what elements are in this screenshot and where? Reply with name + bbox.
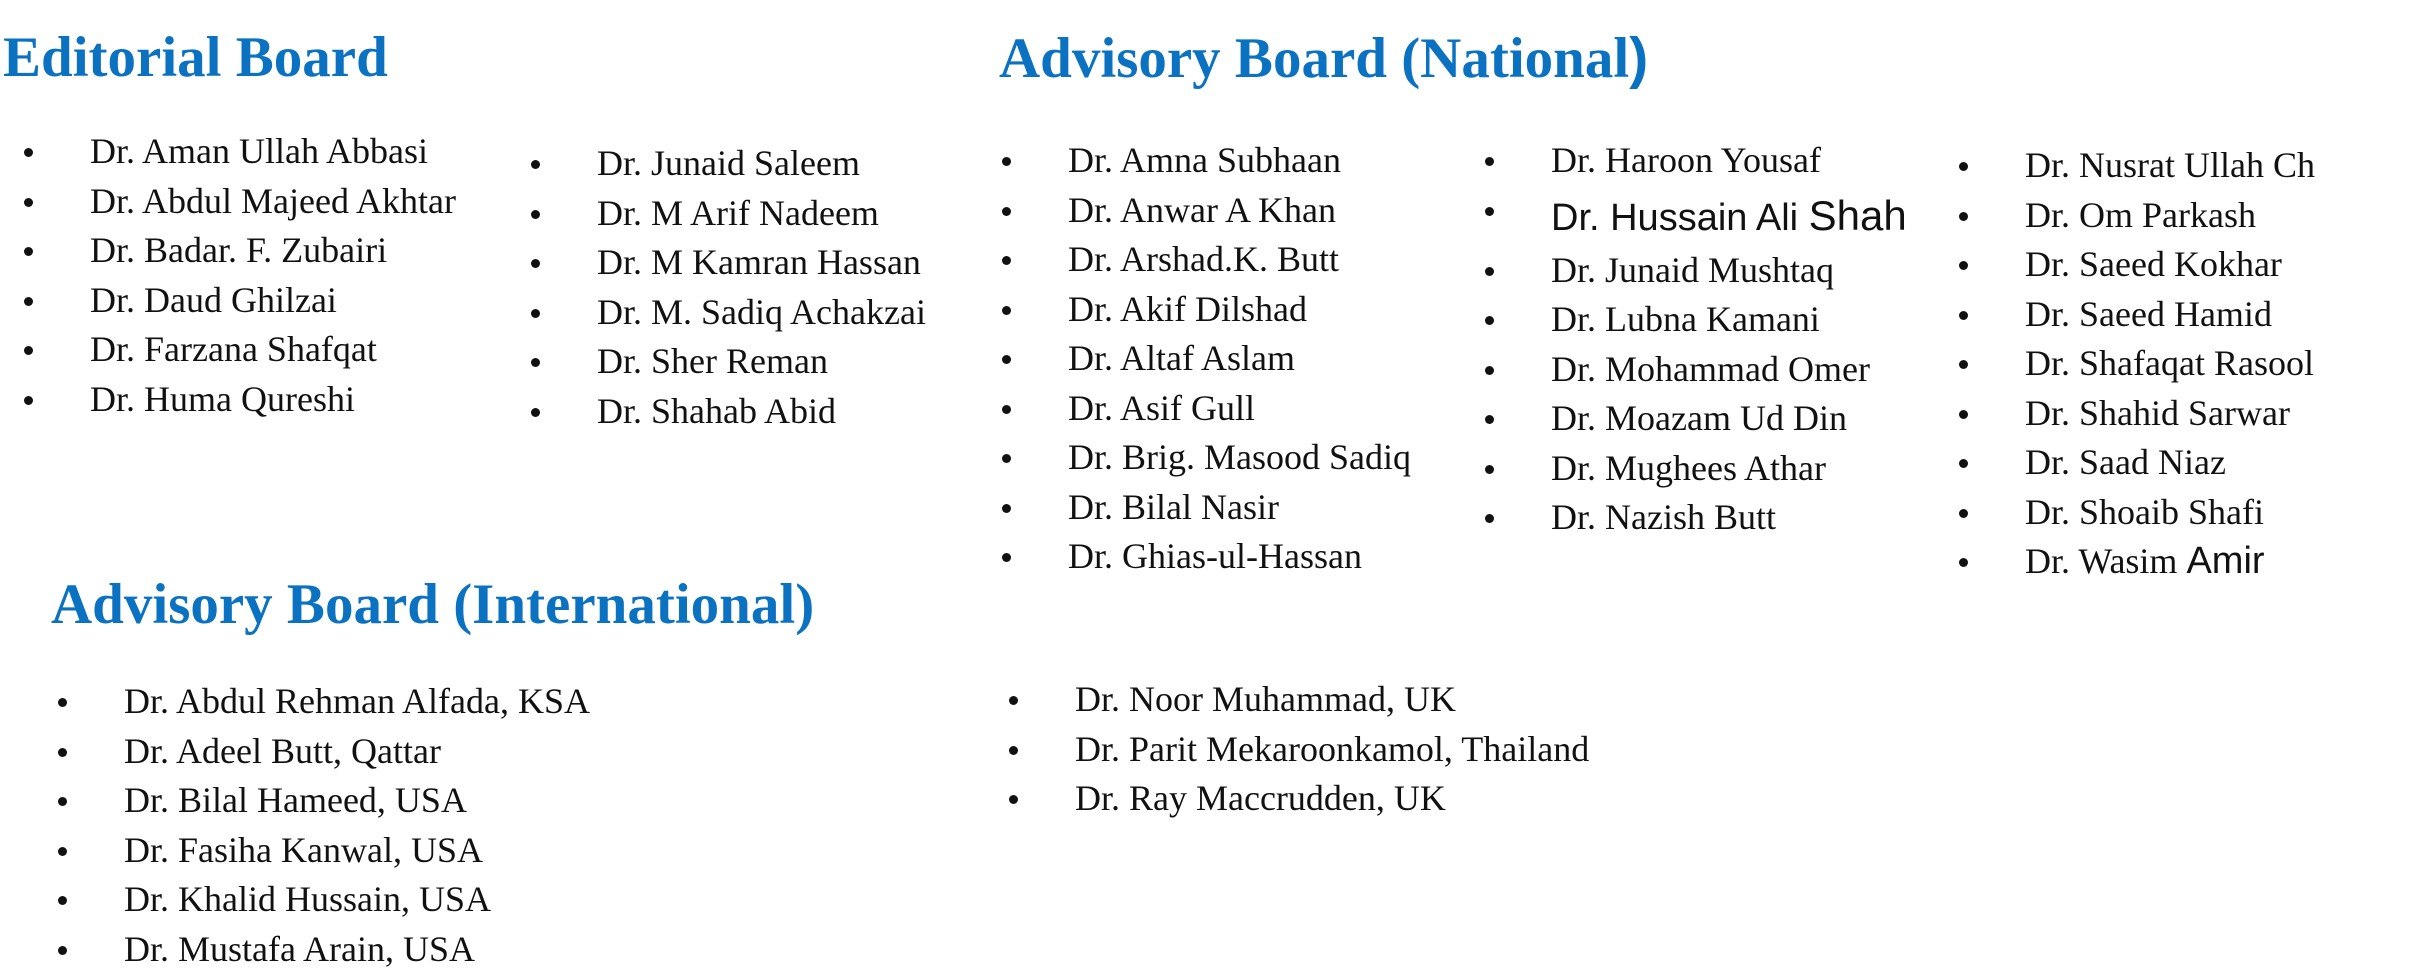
list-item	[49, 776, 590, 826]
member-name: Dr. Bilal Nasir	[1068, 486, 1279, 527]
member-name: Dr. Amna Subhaan	[1068, 140, 1341, 180]
list-item	[1950, 141, 2315, 191]
list-item	[522, 238, 957, 288]
member-name: Dr. Huma Qureshi	[90, 378, 355, 419]
list-item	[993, 483, 1411, 533]
advisory-national-list-column-1	[993, 136, 1411, 582]
member-name	[2025, 537, 2265, 587]
list-item	[1950, 488, 2315, 538]
list-item	[15, 127, 456, 177]
member-name: Dr. Noor Muhammad, UK	[1075, 679, 1456, 719]
advisory-national-list-column-3	[1950, 141, 2315, 587]
list-item	[49, 826, 590, 876]
member-name-part: Amir	[2186, 540, 2265, 582]
list-item	[1950, 240, 2315, 290]
list-item	[1950, 537, 2315, 587]
editorial-board-heading: Editorial Board	[3, 26, 388, 89]
member-name: Dr. Saeed Kokhar	[2025, 244, 2282, 284]
heading-close: )	[1629, 26, 1649, 90]
member-name: Dr. Junaid Mushtaq	[1551, 249, 1834, 290]
member-name: Dr. Mustafa Arain, USA	[124, 928, 475, 969]
member-name: Dr. Junaid Saleem	[597, 143, 860, 183]
member-name: Dr. Nusrat Ullah Ch	[2025, 145, 2315, 185]
list-item	[1950, 290, 2315, 340]
list-item	[1476, 136, 1907, 186]
list-item	[15, 226, 456, 276]
list-item	[1476, 444, 1907, 494]
member-name: Dr. M Arif Nadeem	[597, 192, 879, 233]
member-name: Dr. Saad Niaz	[2025, 442, 2226, 482]
member-name: Dr. Haroon Yousaf	[1551, 140, 1821, 180]
list-item	[15, 375, 456, 425]
list-item	[1950, 438, 2315, 488]
list-item	[522, 288, 957, 338]
advisory-international-list-column-2	[1000, 675, 1589, 824]
list-item	[993, 235, 1411, 285]
member-name: Dr. Aman Ullah Abbasi	[90, 131, 428, 171]
member-name: Dr. Khalid Hussain, USA	[124, 879, 491, 919]
list-item	[49, 875, 590, 925]
advisory-national-list-column-2	[1476, 136, 1907, 543]
list-item	[1950, 339, 2315, 389]
member-name: Dr. Shafaqat Rasool	[2025, 343, 2314, 383]
list-item	[1476, 186, 1907, 246]
member-name: Dr. Ray Maccrudden, UK	[1075, 778, 1446, 818]
editorial-board-list-column-1	[15, 127, 456, 424]
list-item	[1476, 345, 1907, 395]
member-name: Dr. Asif Gull	[1068, 387, 1256, 428]
member-name: Dr. Badar. F. Zubairi	[90, 230, 388, 270]
list-item	[1476, 246, 1907, 296]
member-name: Dr. Sher Reman	[597, 341, 828, 381]
member-name: Dr. Nazish Butt	[1551, 497, 1776, 537]
member-name: Dr. Mohammad Omer	[1551, 348, 1870, 389]
list-item	[1476, 493, 1907, 543]
list-item	[993, 433, 1411, 483]
member-name: Dr. Abdul Majeed Akhtar	[90, 180, 456, 221]
member-name: Dr. Anwar A Khan	[1068, 189, 1336, 230]
member-name: Dr. Altaf Aslam	[1068, 338, 1295, 378]
member-name: Dr. Ghias-ul-Hassan	[1068, 536, 1362, 576]
member-name: Dr. Daud Ghilzai	[90, 279, 337, 320]
advisory-board-national-heading	[999, 26, 1649, 90]
list-item	[993, 334, 1411, 384]
list-item	[1476, 394, 1907, 444]
advisory-board-international-heading: Advisory Board (International)	[51, 573, 815, 636]
member-name: Dr. Lubna Kamani	[1551, 299, 1820, 339]
list-item	[993, 136, 1411, 186]
member-name: Dr. Shoaib Shafi	[2025, 491, 2264, 532]
member-name-part: Shah	[1808, 191, 1907, 239]
member-name-part: Dr. Wasim	[2025, 541, 2178, 581]
member-name: Dr. Shahab Abid	[597, 390, 836, 431]
list-item	[1000, 725, 1589, 775]
list-item	[1950, 191, 2315, 241]
member-name: Dr. Adeel Butt, Qattar	[124, 730, 441, 771]
member-name: Dr. Parit Mekaroonkamol, Thailand	[1075, 728, 1590, 769]
list-item	[522, 337, 957, 387]
list-item	[49, 925, 590, 974]
advisory-international-list-column-1	[49, 677, 590, 974]
list-item	[993, 384, 1411, 434]
member-name: Dr. Moazam Ud Din	[1551, 398, 1847, 438]
list-item	[1950, 389, 2315, 439]
member-name: Dr. Farzana Shafqat	[90, 329, 377, 369]
list-item	[993, 186, 1411, 236]
list-item	[1000, 675, 1589, 725]
list-item	[993, 285, 1411, 335]
list-item	[15, 276, 456, 326]
list-item	[1476, 295, 1907, 345]
list-item	[522, 189, 957, 239]
member-name: Dr. Fasiha Kanwal, USA	[124, 829, 483, 870]
list-item	[522, 387, 957, 437]
list-item	[15, 325, 456, 375]
member-name: Dr. Brig. Masood Sadiq	[1068, 437, 1412, 477]
member-name: Dr. Shahid Sarwar	[2025, 392, 2290, 433]
list-item	[1000, 774, 1589, 824]
member-name	[1551, 186, 1907, 248]
member-name: Dr. Bilal Hameed, USA	[124, 780, 467, 820]
list-item	[15, 177, 456, 227]
editorial-board-list-column-2	[522, 139, 957, 436]
member-name: Dr. Akif Dilshad	[1068, 288, 1307, 329]
list-item	[522, 139, 957, 189]
member-name: Dr. Arshad.K. Butt	[1068, 239, 1340, 279]
member-name: Dr. M Kamran Hassan	[597, 242, 921, 282]
member-name: Dr. M. Sadiq Achakzai	[597, 291, 926, 332]
member-name: Dr. Saeed Hamid	[2025, 293, 2272, 334]
list-item	[993, 532, 1411, 582]
member-name: Dr. Abdul Rehman Alfada, KSA	[124, 681, 590, 721]
member-name: Dr. Om Parkash	[2025, 194, 2256, 235]
heading-text: Advisory Board (National	[999, 27, 1630, 90]
list-item	[49, 677, 590, 727]
member-name: Dr. Mughees Athar	[1551, 447, 1826, 488]
member-name-part: Dr. Hussain Ali	[1551, 196, 1799, 239]
list-item	[49, 727, 590, 777]
